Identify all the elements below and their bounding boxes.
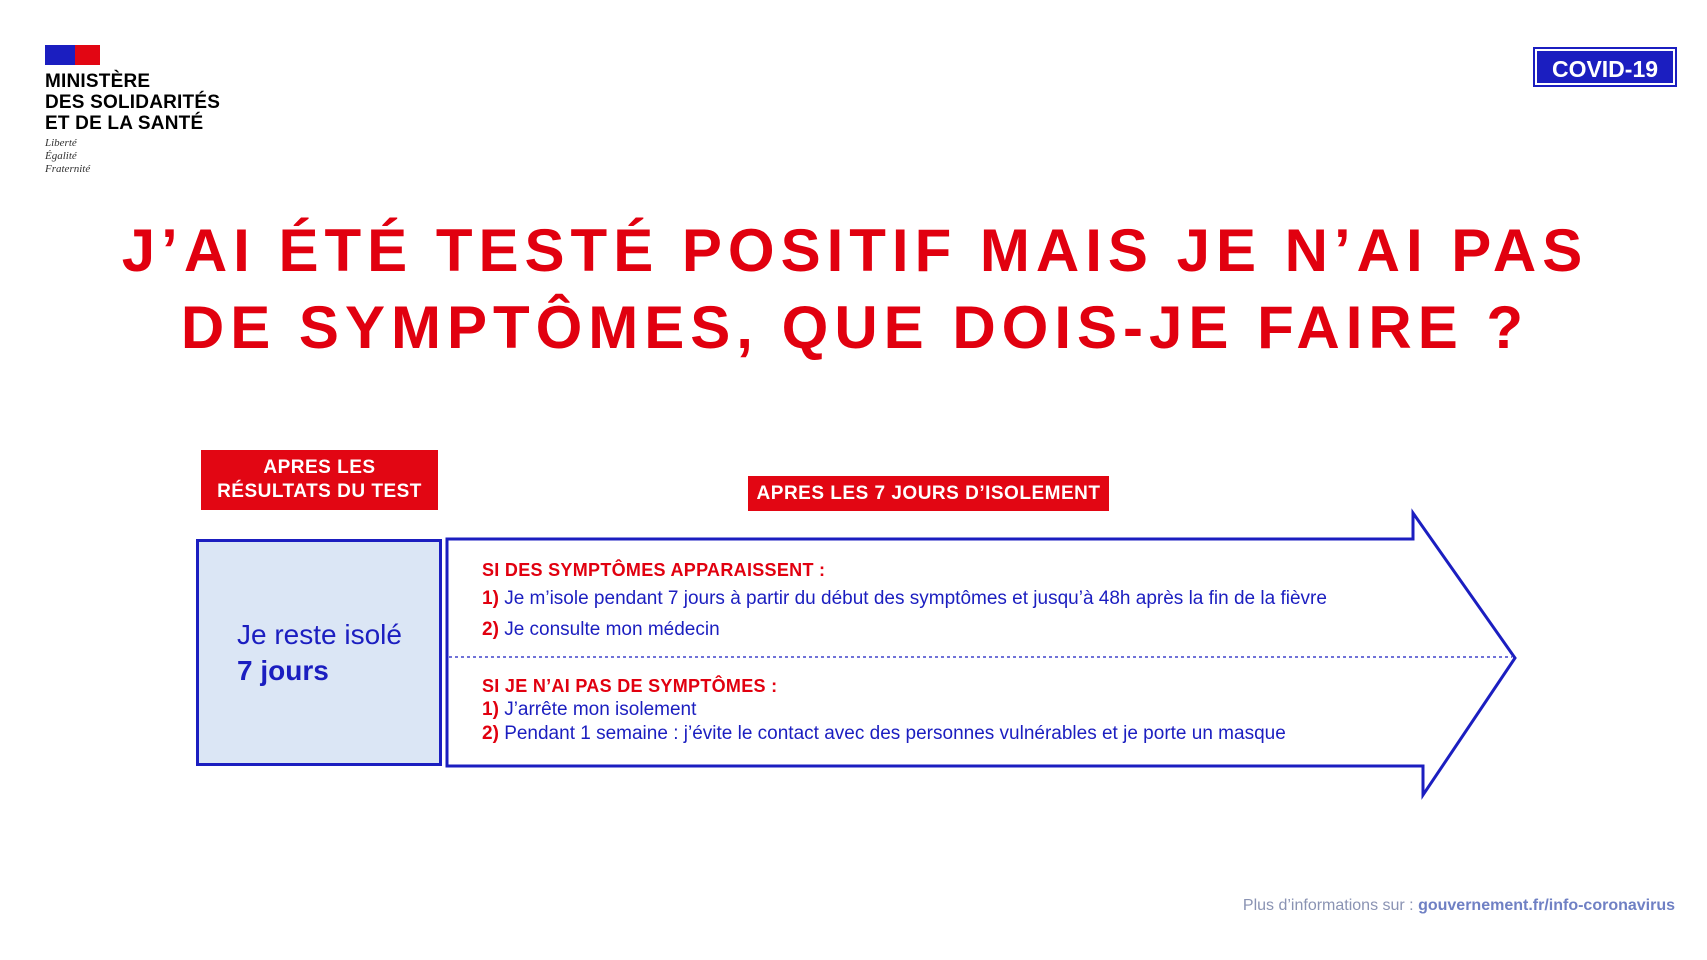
- covid-badge: COVID-19: [1535, 49, 1675, 85]
- label-after-isolation: APRES LES 7 JOURS D’ISOLEMENT: [748, 476, 1109, 511]
- ministry-line-1: MINISTÈRE: [45, 71, 151, 92]
- symptoms-item-1-num: 1): [482, 588, 499, 609]
- footer-info: [1243, 897, 1675, 915]
- no-symptoms-section: [482, 674, 1492, 746]
- motto-line-1: Liberté: [45, 137, 77, 149]
- isolation-text: Je reste isolé: [237, 618, 402, 650]
- symptoms-title: SI DES SYMPTÔMES APPARAISSENT :: [482, 560, 826, 580]
- no-symptoms-title: SI JE N’AI PAS DE SYMPTÔMES :: [482, 676, 778, 696]
- footer-prefix: Plus d’informations sur :: [1242, 897, 1419, 914]
- symptoms-item-2-text: Je consulte mon médecin: [504, 619, 720, 640]
- symptoms-item-2: [482, 617, 1492, 643]
- motto-line-2: Égalité: [45, 150, 77, 162]
- symptoms-item-2-num: 2): [482, 619, 499, 640]
- no-symptoms-item-1-text: J’arrête mon isolement: [504, 699, 697, 720]
- no-symptoms-item-2-num: 2): [482, 723, 499, 744]
- isolation-duration: 7 jours: [237, 654, 329, 686]
- title-line-2: DE SYMPTÔMES, QUE DOIS-JE FAIRE ?: [180, 294, 1530, 361]
- title-line-1: J’AI ÉTÉ TESTÉ POSITIF MAIS JE N’AI PAS: [121, 217, 1589, 284]
- symptoms-item-1-text: Je m’isole pendant 7 jours à partir du début des symptômes et jusqu’à 48h après la fin de la fièvre: [504, 588, 1327, 609]
- arrow-shape: [447, 513, 1515, 795]
- no-symptoms-item-1-num: 1): [482, 699, 499, 720]
- symptoms-item-1: [482, 586, 1492, 612]
- no-symptoms-item-2: [482, 722, 1492, 746]
- ministry-line-3: ET DE LA SANTÉ: [45, 113, 204, 134]
- ministry-line-2: DES SOLIDARITÉS: [45, 92, 221, 113]
- no-symptoms-item-2-text: Pendant 1 semaine : j’évite le contact avec des personnes vulnérables et je porte un masque: [504, 723, 1286, 744]
- symptoms-section: [482, 558, 1492, 643]
- label-after-results-line-1: APRES LES: [263, 457, 376, 478]
- footer-link[interactable]: gouvernement.fr/info-coronavirus: [1418, 897, 1675, 914]
- no-symptoms-item-1: [482, 698, 1492, 722]
- motto-line-3: Fraternité: [45, 163, 91, 175]
- label-after-results-line-2: RÉSULTATS DU TEST: [217, 481, 422, 502]
